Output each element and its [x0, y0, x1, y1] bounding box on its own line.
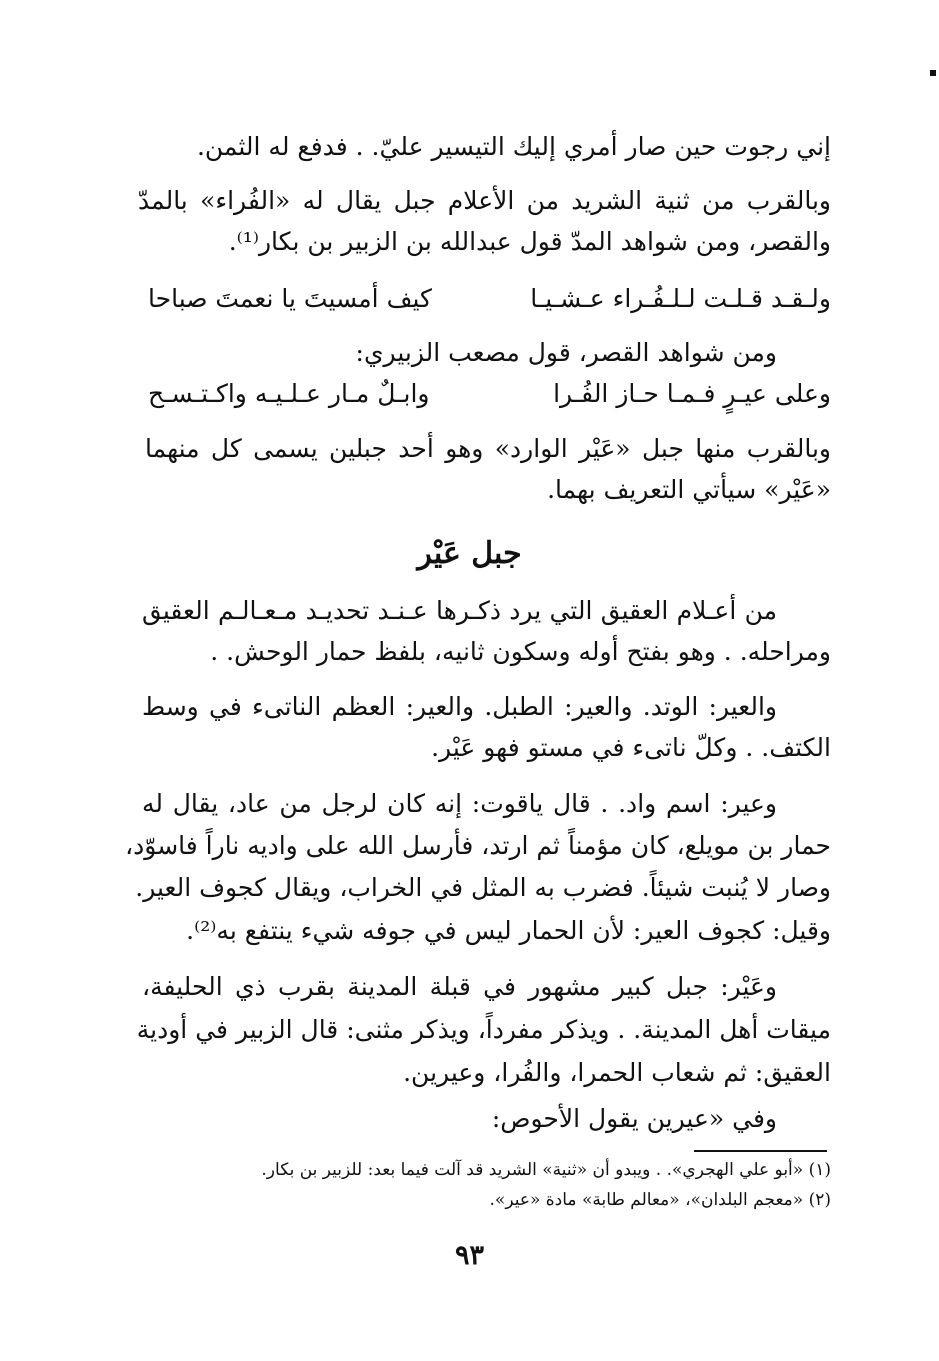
- text-line: والعير: الوتد. والعير: الطبل. والعير: العظم الناتىء في وسط: [142, 692, 777, 721]
- text-line: من أعـلام العقيق التي يرد ذكـرها عـنـد تحديـد مـعـالـم العقيق: [142, 596, 777, 625]
- text-line: ميقات أهل المدينة. . ويذكر مفرداً، ويذكر مثنى: قال الزبير في أودية: [136, 1015, 831, 1044]
- footnote: (١) «أبو علي الهجري». . ويبدو أن «ثنية» الشريد قد آلت فيما بعد: للزبير بن بكار.: [261, 1160, 831, 1180]
- margin-mark: [930, 70, 936, 76]
- text-line: وعير: اسم واد. . قال ياقوت: إنه كان لرجل من عاد، يقال له: [142, 789, 777, 818]
- text-line: وصار لا يُنبت شيئاً. فضرب به المثل في الخراب، ويقال كجوف العير.: [135, 873, 831, 902]
- text-line: وعَيْر: جبل كبير مشهور في قبلة المدينة بقرب ذي الحليفة،: [142, 972, 777, 1001]
- verse-second-hemistich: كيف أمسيتَ يا نعمتَ صباحا: [148, 284, 432, 313]
- text-line: وفي «عيرين يقول الأحوص:: [491, 1104, 777, 1133]
- footnote: (٢) «معجم البلدان»، «معالم طابة» مادة «عير».: [489, 1190, 831, 1210]
- text-line: وقيل: كجوف العير: لأن الحمار ليس في جوفه شيء ينتفع به⁽²⁾.: [186, 916, 831, 945]
- text-line: العقيق: ثم شعاب الحمرا، والفُرا، وعيرين.: [403, 1058, 831, 1087]
- text-line: وبالقرب من ثنية الشريد من الأعلام جبل يقال له «الفُراء» بالمدّ: [138, 186, 831, 215]
- page-number: ٩٣: [454, 1240, 484, 1271]
- text-line: إني رجوت حين صار أمري إليك التيسير عليّ. . فدفع له الثمن.: [196, 132, 831, 161]
- text-line: ومن شواهد القصر، قول مصعب الزبيري:: [355, 338, 777, 367]
- verse-first-hemistich: ولـقـد قـلـت لـلـفُـراء عـشـيـا: [530, 284, 831, 313]
- verse-second-hemistich: وابـلٌ مـار عـلـيـه واكـتـسـح: [148, 379, 430, 408]
- text-line: وبالقرب منها جبل «عَيْر الوارد» وهو أحد جبلين يسمى كل منهما: [145, 434, 831, 463]
- text-line: الكتف. . وكلّ ناتىء في مستو فهو عَيْر.: [431, 733, 831, 762]
- section-heading: جبل عَيْر: [417, 536, 522, 571]
- text-line: حمار بن مويلع، كان مؤمناً ثم ارتد، فأرسل الله على واديه ناراً فاسوّد،: [125, 831, 831, 860]
- text-line: والقصر، ومن شواهد المدّ قول عبدالله بن الزبير بن بكار⁽¹⁾.: [228, 227, 831, 256]
- text-line: ومراحله. . وهو بفتح أوله وسكون ثانيه، بلفظ حمار الوحش. .: [210, 637, 831, 666]
- text-line: «عَيْر» سيأتي التعريف بهما.: [547, 475, 831, 504]
- footnote-separator: [694, 1150, 827, 1152]
- verse-first-hemistich: وعلى عيـرٍ فـمـا حـاز الفُـرا: [553, 379, 831, 408]
